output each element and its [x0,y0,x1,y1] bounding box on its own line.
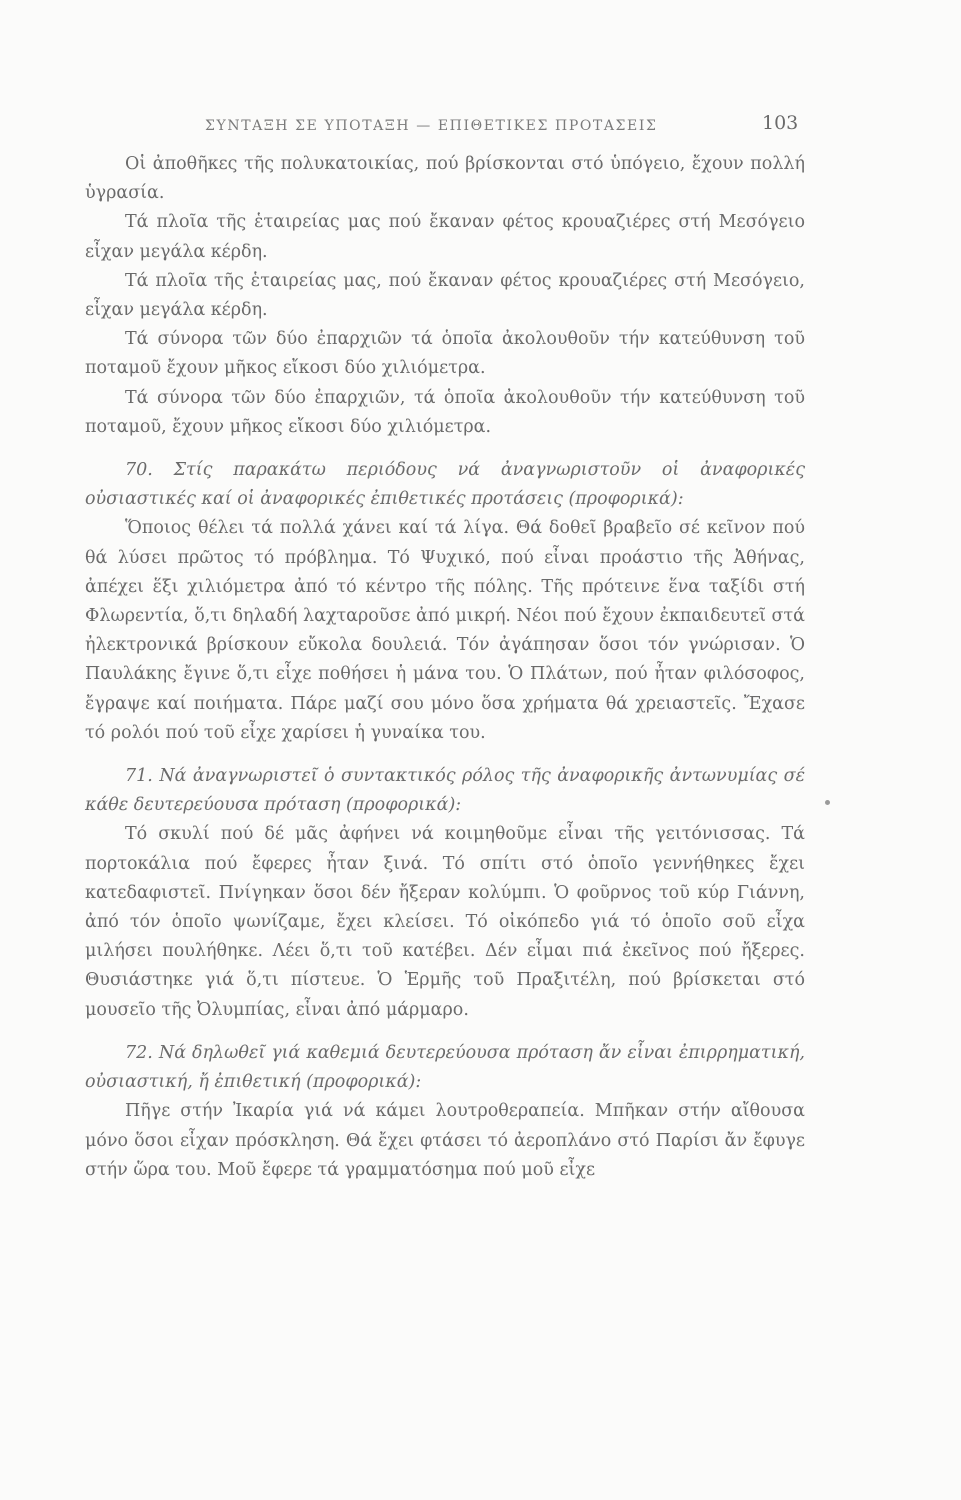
example-sentence-5: Τά σύνορα τῶν δύο ἐπαρχιῶν, τά ὁποῖα ἀκολουθοῦν τήν κατεύθυνση τοῦ ποταμοῦ, ἔχουν μῆκος εἴκοσι δύο χιλιόμετρα. [85,387,805,437]
page-number: 103 [762,112,799,134]
exercise-70-text: Ὅποιος θέλει τά πολλά χάνει καί τά λίγα. Θά δοθεῖ βραβεῖο σέ κεῖνον πού θά λύσει πρῶτος τό πρόβλημα. Τό Ψυχικό, πού εἶναι προάστιο τῆς Ἀθήνας, ἀπέχει ἕξι χιλιόμετρα ἀπό τό κέντρο τῆς πόλης. Τῆς πρότεινε ἕνα ταξίδι στή Φλωρεντία, ὅ,τι δηλαδή λαχταροῦσε ἀπό μικρή. Νέοι πού ἔχουν ἐκπαιδευτεῖ στά ἠλεκτρονικά βρίσκουν εὔκολα δουλειά. Τόν ἀγάπησαν ὅσοι τόν γνώρισαν. Ὁ Παυλάκης ἔγινε ὅ,τι εἶχε ποθήσει ἡ μάνα του. Ὁ Πλάτων, πού ἦταν φιλόσοφος, ἔγραψε καί ποιήματα. Πάρε μαζί σου μόνο ὅσα χρήματα θά χρειαστεῖς. Ἔχασε τό ρολόι πού τοῦ εἶχε χαρίσει ἡ γυναίκα του. [85,518,805,743]
exercise-71-instruction-text: Νά ἀναγνωριστεῖ ὁ συντακτικός ρόλος τῆς ἀναφορικῆς ἀντωνυμίας σέ κάθε δευτερεύουσα πρόταση (προφορικά): [85,766,805,816]
example-sentence-4: Τά σύνορα τῶν δύο ἐπαρχιῶν τά ὁποῖα ἀκολουθοῦν τήν κατεύθυνση τοῦ ποταμοῦ ἔχουν μῆκος εἴκοσι δύο χιλιόμετρα. [85,329,805,379]
exercise-71-number: 71. [125,766,153,787]
spacer [85,442,805,450]
exercise-70-number: 70. [125,460,153,481]
exercise-72-text: Πῆγε στήν Ἰκαρία γιά νά κάμει λουτροθεραπεία. Μπῆκαν στήν αἴθουσα μόνο ὅσοι εἶχαν πρόσκληση. Θά ἔχει φτάσει τό ἀεροπλάνο στό Παρίσι ἄν ἔφυγε στήν ὥρα του. Μοῦ ἔφερε τά γραμματόσημα πού μοῦ εἶχε [85,1101,805,1180]
spacer [85,1025,805,1033]
exercise-70-instruction-text: Στίς παρακάτω περιόδους νά ἀναγνωριστοῦν οἱ ἀναφορικές οὐσιαστικές καί οἱ ἀναφορικές ἐπιθετικές προτάσεις (προφορικά): [85,460,805,510]
spacer [85,748,805,756]
example-sentence-3: Τά πλοῖα τῆς ἑταιρείας μας, πού ἔκαναν φέτος κρουαζιέρες στή Μεσόγειο, εἶχαν μεγάλα κέρδη. [85,270,805,321]
example-sentence-1: Οἱ ἀποθῆκες τῆς πολυκατοικίας, πού βρίσκονται στό ὑπόγειο, ἔχουν πολλή ὑγρασία. [85,154,805,204]
exercise-71-instruction [85,762,805,820]
exercise-72-instruction [85,1039,805,1097]
ink-speck [825,800,830,805]
exercise-70-instruction [85,456,805,514]
page-body [85,150,805,1185]
example-sentence-2: Τά πλοῖα τῆς ἑταιρείας μας πού ἔκαναν φέτος κρουαζιέρες στή Μεσόγειο εἶχαν μεγάλα κέρδη. [85,212,805,262]
exercise-72-instruction-text: Νά δηλωθεῖ γιά καθεμιά δευτερεύουσα πρόταση ἄν εἶναι ἐπιρρηματική, οὐσιαστική, ἤ ἐπιθετική (προφορικά): [85,1042,805,1093]
running-header: ΣΥΝΤΑΞΗ ΣΕ ΥΠΟΤΑΞΗ — ΕΠΙΘΕΤΙΚΕΣ ΠΡΟΤΑΣΕΙΣ [205,118,658,134]
exercise-71-text: Τό σκυλί πού δέ μᾶς ἀφήνει νά κοιμηθοῦμε εἶναι τῆς γειτόνισσας. Τά πορτοκάλια πού ἔφερες ἦταν ξινά. Τό σπίτι στό ὁποῖο γεννήθηκες ἔχει κατεδαφιστεῖ. Πνίγηκαν ὅσοι δέν ἤξεραν κολύμπι. Ὁ φοῦρνος τοῦ κύρ Γιάννη, ἀπό τόν ὁποῖο ψωνίζαμε, ἔχει κλείσει. Τό οἰκόπεδο γιά τό ὁποῖο σοῦ εἶχα μιλήσει πουλήθηκε. Λέει ὅ,τι τοῦ κατέβει. Δέν εἶμαι πιά ἐκεῖνος πού ἤξερες. Θυσιάστηκε γιά ὅ,τι πίστευε. Ὁ Ἑρμῆς τοῦ Πραξιτέλη, πού βρίσκεται στό μουσεῖο τῆς Ὀλυμπίας, εἶναι ἀπό μάρμαρο. [85,824,805,1020]
exercise-72-number: 72. [125,1042,153,1063]
